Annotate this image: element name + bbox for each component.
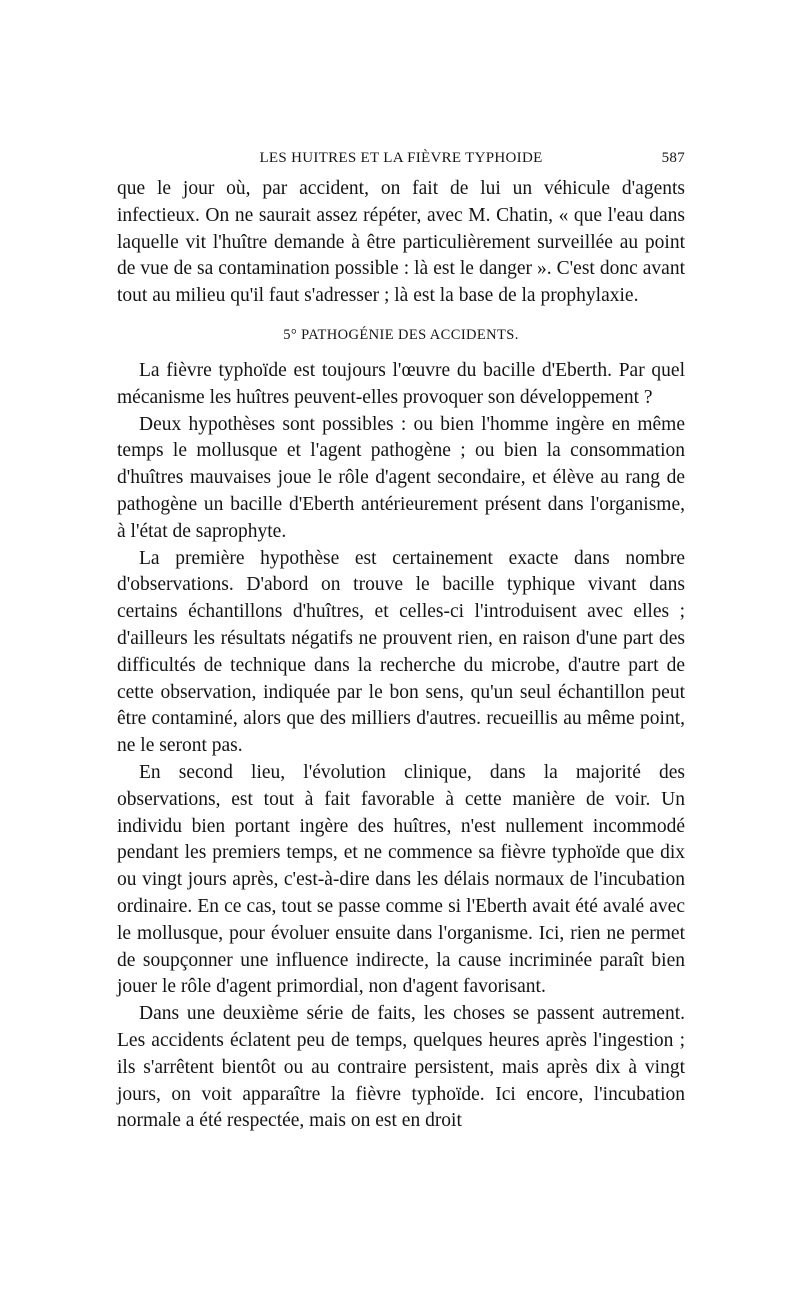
paragraph: La fièvre typhoïde est toujours l'œuvre du bacille d'Eberth. Par quel mécanisme les huîtres peuvent-elles provoquer son développement ? — [117, 359, 685, 408]
page-number: 587 — [661, 150, 685, 166]
paragraph: La première hypothèse est certainement exacte dans nombre d'observations. D'abord on trouve le bacille typhique vivant dans certains échantillons d'huîtres, et celles-ci l'introduisent avec elles ; d'ailleurs les résultats négatifs ne prouvent rien, en raison d'une part des difficultés de technique dans la recherche du microbe, d'autre part de cette observation, indiquée par le bon sens, qu'un seul échantillon peut être contaminé, alors que des milliers d'autres. recueillis au même point, ne le seront pas. — [117, 547, 685, 757]
book-page — [117, 150, 685, 1135]
paragraph: Deux hypothèses sont possibles : ou bien l'homme ingère en même temps le mollusque et l'agent pathogène ; ou bien la consommation d'huîtres mauvaises joue le rôle d'agent secondaire, et élève au rang de pathogène un bacille d'Eberth antérieurement présent dans l'organisme, à l'état de saprophyte. — [117, 413, 685, 542]
paragraph: Dans une deuxième série de faits, les choses se passent autrement. Les accidents éclatent peu de temps, quelques heures après l'ingestion ; ils s'arrêtent bientôt ou au contraire persistent, mais après dix à vingt jours, on voit apparaître la fièvre typhoïde. Ici encore, l'incubation normale a été respectée, mais on est en droit — [117, 1003, 685, 1132]
section-heading: 5° PATHOGÉNIE DES ACCIDENTS. — [283, 326, 519, 343]
body-text — [117, 176, 685, 1135]
page-header — [117, 150, 685, 172]
running-title: LES HUITRES ET LA FIÈVRE TYPHOIDE — [259, 150, 543, 166]
paragraph: En second lieu, l'évolution clinique, dans la majorité des observations, est tout à fait favorable à cette manière de voir. Un individu bien portant ingère des huîtres, n'est nullement incommodé pendant les premiers temps, et ne commence sa fièvre typhoïde que dix ou vingt jours après, c'est-à-dire dans les délais normaux de l'incubation ordinaire. En ce cas, tout se passe comme si l'Eberth avait été avalé avec le mollusque, pour évoluer ensuite dans l'organisme. Ici, rien ne permet de soupçonner une influence indirecte, la cause incriminée paraît bien jouer le rôle d'agent primordial, non d'agent favorisant. — [117, 761, 685, 998]
paragraph-continued: que le jour où, par accident, on fait de lui un véhicule d'agents infectieux. On ne saurait assez répéter, avec M. Chatin, « que l'eau dans laquelle vit l'huître demande à être particulièrement surveillée au point de vue de sa contamination possible : là est le danger ». C'est donc avant tout au milieu qu'il faut s'adresser ; là est la base de la prophylaxie. — [117, 178, 685, 307]
